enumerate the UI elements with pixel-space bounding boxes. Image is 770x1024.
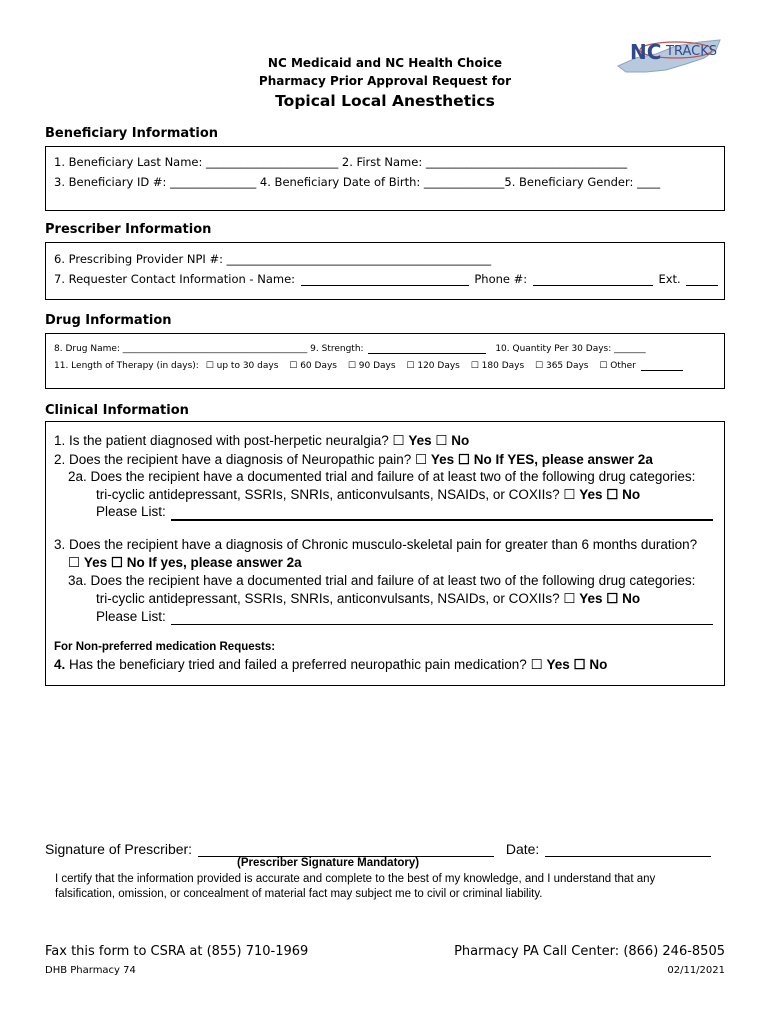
q3a-options[interactable]: Yes ☐ No [579, 591, 641, 606]
beneficiary-heading: Beneficiary Information [45, 126, 219, 141]
signature-date-label: Date: [505, 841, 540, 857]
logo-tracks-text: TRACKS [666, 44, 717, 59]
q2a-options[interactable]: Yes ☐ No [579, 487, 641, 502]
signature-label: Signature of Prescriber: [45, 841, 193, 857]
q2a-list-field[interactable] [171, 519, 713, 521]
therapy-opt-30[interactable]: ☐ up to 30 days [205, 361, 279, 371]
fax-info: Fax this form to CSRA at (855) 710-1969 [45, 944, 309, 959]
drug-name-strength-label: 8. Drug Name: _________________________________________ 9. Strength: [54, 344, 364, 354]
q3a-list-line [96, 609, 166, 624]
beneficiary-line-2[interactable]: 3. Beneficiary ID #: _______________ 4. Beneficiary Date of Birth: ______________5. Beneficiary Gender: ____ [54, 175, 661, 189]
q2-line [54, 452, 653, 468]
certify-line-2: falsification, omission, or concealment of material fact may subject me to civil or criminal liability. [55, 888, 543, 900]
nonpref-heading: For Non-preferred medication Requests: [54, 641, 276, 653]
prescriber-box [45, 242, 725, 300]
q3-line-1: 3. Does the recipient have a diagnosis of Chronic musculo-skeletal pain for greater than 6 months duration? [54, 537, 698, 552]
q1-line [54, 433, 469, 449]
q2a-list-line [96, 504, 166, 519]
therapy-opt-other[interactable]: ☐ Other [599, 361, 636, 371]
contact-ext-field[interactable] [686, 284, 718, 286]
beneficiary-box [45, 146, 725, 211]
q4-number: 4. [54, 657, 66, 672]
q4-line [54, 657, 607, 673]
clinical-heading: Clinical Information [45, 403, 189, 418]
quantity-label: 10. Quantity Per 30 Days: _______ [495, 344, 646, 354]
signature-line [45, 841, 713, 857]
q3a-list-field[interactable] [171, 624, 713, 625]
signature-date-field[interactable] [545, 855, 711, 857]
nc-tracks-logo [616, 36, 724, 74]
therapy-opt-180[interactable]: ☐ 180 Days [470, 361, 525, 371]
drug-heading: Drug Information [45, 313, 172, 328]
q3a-line-2 [96, 591, 640, 607]
q4-text: Has the beneficiary tried and failed a preferred neuropathic pain medication? ☐ [69, 657, 543, 672]
contact-phone-label: Phone #: [474, 272, 528, 286]
therapy-opt-120[interactable]: ☐ 120 Days [406, 361, 460, 371]
prescriber-npi-line[interactable]: 6. Prescribing Provider NPI #: ______________________________________________ [54, 252, 492, 266]
q4-options[interactable]: Yes ☐ No [546, 657, 608, 672]
drug-line-2 [54, 361, 685, 371]
q1-no-checkbox[interactable]: ☐ [435, 433, 448, 448]
therapy-opt-90[interactable]: ☐ 90 Days [347, 361, 396, 371]
header-line-1: NC Medicaid and NC Health Choice [267, 56, 503, 70]
q3-yes-checkbox[interactable]: ☐ [68, 555, 81, 570]
q2-options[interactable]: Yes ☐ No If YES, please answer 2a [430, 452, 653, 467]
therapy-opt-365[interactable]: ☐ 365 Days [535, 361, 589, 371]
certify-line-1: I certify that the information provided is accurate and complete to the best of my knowledge, and I understand that any [55, 873, 656, 885]
contact-phone-field[interactable] [533, 284, 653, 286]
signature-mandatory: (Prescriber Signature Mandatory) [237, 857, 420, 869]
q1-no-option[interactable]: No [451, 433, 470, 448]
header-line-2: Pharmacy Prior Approval Request for [258, 74, 512, 88]
form-id: DHB Pharmacy 74 [45, 965, 136, 976]
form-date: 02/11/2021 [667, 965, 725, 976]
q2a-line-2 [96, 487, 640, 503]
contact-name-label: 7. Requester Contact Information - Name: [54, 272, 296, 286]
therapy-opt-60[interactable]: ☐ 60 Days [289, 361, 337, 371]
strength-field[interactable] [368, 352, 486, 354]
clinical-box [45, 421, 725, 686]
drug-box [45, 333, 725, 389]
q1-yes-option[interactable]: Yes [408, 433, 432, 448]
contact-name-field[interactable] [301, 284, 469, 286]
logo-nc-text: NC [630, 40, 662, 64]
prescriber-heading: Prescriber Information [45, 222, 212, 237]
contact-ext-label: Ext. [658, 272, 681, 286]
therapy-other-field[interactable] [641, 369, 683, 371]
q2a-line-1: 2a. Does the recipient have a documented trial and failure of at least two of the following drug categories: [68, 469, 696, 484]
q2a-text: tri-cyclic antidepressant, SSRIs, SNRIs, anticonvulsants, NSAIDs, or COXIIs? ☐ [96, 487, 576, 502]
q3-options[interactable]: Yes ☐ No If yes, please answer 2a [83, 555, 302, 570]
beneficiary-line-1[interactable]: 1. Beneficiary Last Name: _______________________ 2. First Name: ___________________________________ [54, 155, 628, 169]
q3a-line-1: 3a. Does the recipient have a documented trial and failure of at least two of the following drug categories: [68, 573, 696, 588]
prescriber-contact-line[interactable] [54, 272, 720, 286]
drug-line-1[interactable] [54, 344, 646, 354]
q3a-list-label: Please List: [96, 609, 166, 624]
q2-text: 2. Does the recipient have a diagnosis of Neuropathic pain? ☐ [54, 452, 428, 467]
q2a-list-label: Please List: [96, 504, 166, 519]
page-title: Topical Local Anesthetics [275, 92, 495, 110]
q1-text: 1. Is the patient diagnosed with post-herpetic neuralgia? ☐ [54, 433, 405, 448]
q3a-text: tri-cyclic antidepressant, SSRIs, SNRIs, anticonvulsants, NSAIDs, or COXIIs? ☐ [96, 591, 576, 606]
therapy-length-label: 11. Length of Therapy (in days): [54, 361, 199, 371]
q3-line-2 [68, 555, 302, 571]
call-center-info: Pharmacy PA Call Center: (866) 246-8505 [454, 944, 725, 959]
